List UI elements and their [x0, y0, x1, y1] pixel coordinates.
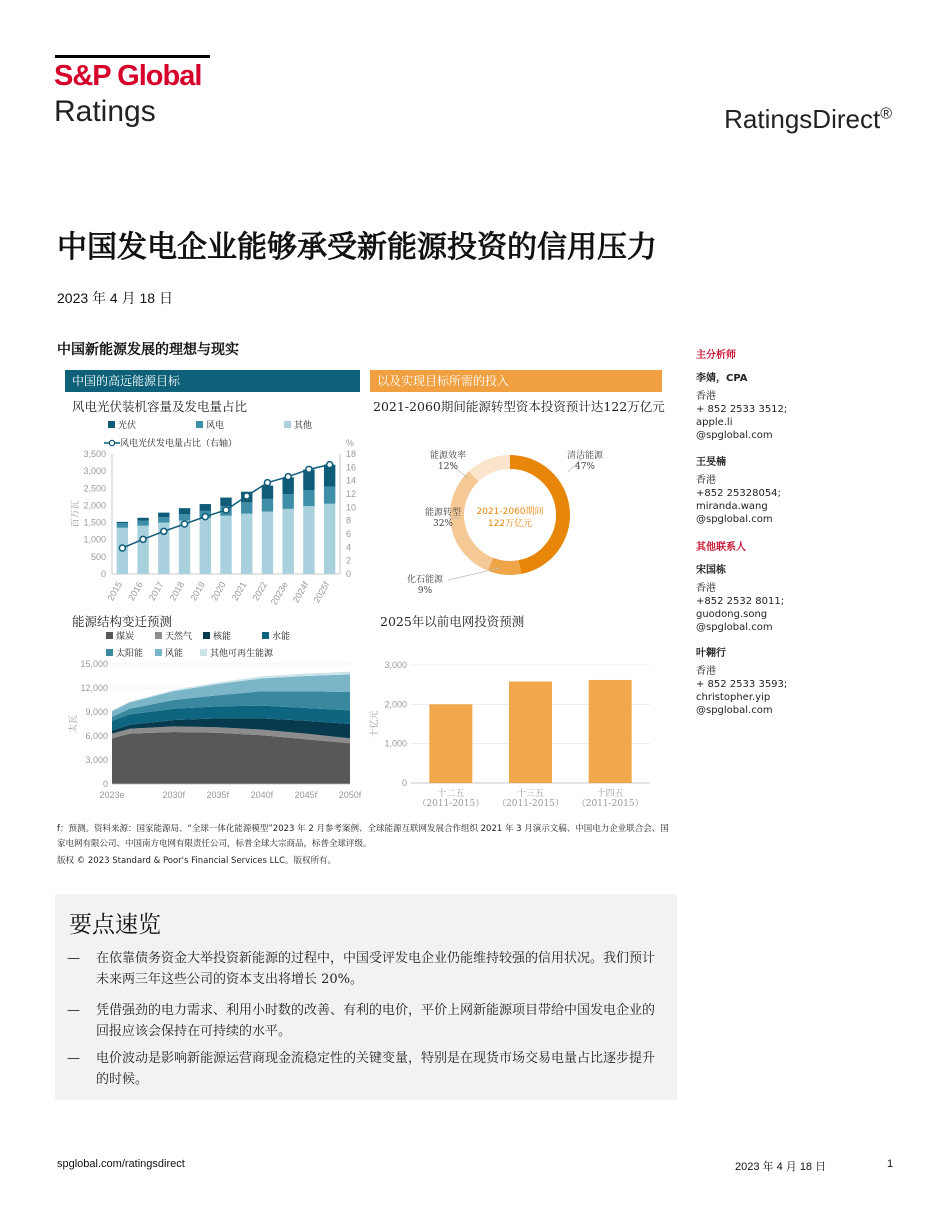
- contact-phone[interactable]: +852 25328054;: [696, 488, 781, 499]
- donut-center-label: 2021-2060期间: [476, 507, 544, 517]
- slice-label: 能源效率: [429, 451, 467, 461]
- other-contacts-heading: 其他联系人: [696, 542, 746, 553]
- x-tick-label: 2021: [229, 580, 249, 603]
- x-tick-label: 2024f: [290, 580, 311, 605]
- bar-segment: [324, 487, 335, 504]
- bar-segment: [262, 499, 273, 512]
- key-points-box: [55, 894, 677, 1100]
- y-tick-label: 15,000: [80, 659, 108, 669]
- y2-tick-label: 10: [346, 502, 357, 513]
- legend-swatch: [284, 421, 291, 428]
- x-tick-label: 2035f: [206, 790, 230, 800]
- donut-slice: [490, 564, 519, 568]
- key-point-text: 电价波动是影响新能源运营商现金流稳定性的关键变量，特别是在现货市场交易电量占比逐步提升的时候。: [96, 1051, 656, 1087]
- bar-segment: [158, 513, 169, 517]
- slice-percent: 12%: [437, 462, 459, 472]
- contact-email[interactable]: christopher.yip: [696, 692, 771, 703]
- y2-tick-label: 8: [346, 515, 352, 526]
- x-tick-label: 十三五: [516, 789, 545, 799]
- dash-marker: —: [67, 1051, 80, 1066]
- product-label: RatingsDirect: [724, 104, 881, 134]
- contact-card: [696, 372, 787, 442]
- key-point: [67, 1048, 662, 1090]
- contact-email-domain[interactable]: @spglobal.com: [696, 430, 773, 441]
- legend-swatch: [108, 421, 115, 428]
- line-point: [264, 480, 270, 486]
- y-tick-label: 1,000: [384, 738, 407, 749]
- y2-tick-label: 12: [346, 489, 357, 499]
- product-name: [724, 104, 892, 135]
- y-tick-label: 0: [100, 569, 106, 579]
- panel-right-header: 以及实现目标所需的投入: [370, 370, 662, 392]
- y2-axis-unit: %: [346, 438, 355, 448]
- legend-label: 天然气: [165, 632, 193, 642]
- legend-wind: [196, 418, 224, 431]
- contact-card: [696, 647, 787, 717]
- brand-logo: S&P Global: [54, 60, 202, 92]
- contact-city: 香港: [696, 583, 716, 594]
- y-tick-label: 500: [90, 551, 106, 562]
- x-tick-label: 十二五: [437, 789, 465, 799]
- line-point: [244, 493, 250, 499]
- logo-rule: [55, 55, 210, 58]
- contact-name: 李婧，CPA: [696, 373, 748, 384]
- x-tick-label: 2030f: [162, 790, 185, 800]
- brand-sub: Ratings: [54, 95, 156, 128]
- bar-segment: [282, 494, 293, 509]
- x-tick-label: 2023e: [268, 580, 290, 607]
- x-tick-sublabel: （2011-2015）: [576, 799, 644, 809]
- registered-mark: ®: [880, 105, 892, 123]
- bar-segment: [179, 508, 190, 514]
- x-tick-sublabel: （2011-2015）: [417, 799, 485, 809]
- slice-percent: 32%: [432, 519, 454, 529]
- y-tick-label: 0: [102, 779, 108, 789]
- page-number: 1: [887, 1158, 894, 1170]
- line-point: [285, 474, 291, 480]
- y-tick-label: 1,000: [83, 534, 106, 545]
- legend-coal: [106, 629, 134, 642]
- y-tick-label: 2,000: [384, 699, 407, 710]
- x-tick-label: 2025f: [311, 580, 332, 605]
- dash-marker: —: [67, 951, 80, 966]
- y-axis-label: 百万瓦: [71, 500, 81, 528]
- legend-label: 其他: [294, 421, 313, 431]
- legend-label: 核能: [213, 632, 232, 642]
- bar: [429, 704, 472, 783]
- grid-investment-chart: [365, 655, 655, 815]
- line-point: [306, 466, 312, 472]
- contact-email[interactable]: guodong.song: [696, 609, 768, 620]
- y-tick-label: 3,000: [384, 660, 407, 670]
- x-tick-label: 2023e: [99, 790, 125, 800]
- legend-label: 风电: [206, 421, 225, 431]
- bar-segment: [324, 504, 335, 574]
- legend-nuclear: [203, 629, 231, 642]
- footer-url[interactable]: spglobal.com/ratingsdirect: [57, 1158, 185, 1170]
- y-tick-label: 3,000: [83, 466, 106, 477]
- legend-gas: [155, 629, 192, 642]
- line-point: [202, 514, 208, 520]
- energy-mix-chart: [70, 658, 360, 808]
- legend-label: 水能: [272, 632, 291, 642]
- y-tick-label: 6,000: [85, 731, 108, 741]
- contact-name: 王旻楠: [696, 457, 726, 468]
- slice-percent: 47%: [574, 462, 596, 472]
- y2-tick-label: 0: [346, 569, 352, 579]
- x-tick-label: 2018: [167, 580, 187, 603]
- bar-segment: [200, 518, 211, 574]
- legend-swatch: [203, 632, 210, 639]
- chart3-title: 能源结构变迁预测: [72, 614, 173, 629]
- legend-swatch: [262, 632, 269, 639]
- page-title: 中国发电企业能够承受新能源投资的信用压力: [57, 230, 657, 265]
- bar: [589, 680, 632, 783]
- y-tick-label: 1,500: [83, 517, 106, 528]
- x-tick-label: 2020: [209, 580, 228, 603]
- slice-label: 能源转型: [424, 508, 462, 518]
- leader-line: [448, 568, 500, 580]
- contact-city: 香港: [696, 391, 716, 402]
- line-point: [161, 528, 167, 534]
- primary-analyst-heading: 主分析师: [696, 350, 736, 361]
- contact-email-domain[interactable]: @spglobal.com: [696, 622, 773, 633]
- bar-segment: [303, 490, 314, 506]
- chart2-title: 2021-2060期间能源转型资本投资预计达122万亿元: [373, 399, 665, 414]
- x-tick-label: 2016: [126, 580, 145, 603]
- y-tick-label: 2,000: [83, 500, 106, 511]
- bar-segment: [137, 521, 148, 526]
- legend-label: 风能: [165, 649, 184, 659]
- y2-tick-label: 18: [346, 449, 357, 459]
- publish-date: 2023 年 4 月 18 日: [57, 290, 173, 306]
- legend-swatch: [155, 632, 162, 639]
- x-tick-label: 2015: [105, 580, 125, 603]
- contact-email-domain[interactable]: @spglobal.com: [696, 705, 773, 716]
- source-note: f：预测。资料来源：国家能源局、“全球一体化能源模型”2023 年 2 月参考案例、全球能源互联网发展合作组织 2021 年 3 月演示文稿、中国电力企业联合会、国家电网有限公司、中国南方电网有限责任公司，标普全球大宗商品，标普全球评级。: [57, 824, 669, 849]
- legend-swatch: [200, 649, 207, 656]
- y-tick-label: 2,500: [83, 483, 106, 494]
- bar: [509, 682, 552, 783]
- legend-label: 煤炭: [116, 632, 135, 642]
- bar-segment: [241, 514, 252, 574]
- bar-segment: [241, 502, 252, 513]
- y2-tick-label: 4: [346, 542, 352, 553]
- legend-label: 风电光伏发电量占比（右轴）: [120, 439, 238, 449]
- x-tick-label: 2019: [188, 580, 208, 603]
- chart1-title: 风电光伏装机容量及发电量占比: [72, 399, 248, 414]
- investment-donut-chart: [370, 440, 660, 600]
- bar-segment: [158, 517, 169, 522]
- legend-swatch: [106, 632, 113, 639]
- slice-label: 清洁能源: [566, 451, 604, 461]
- key-point: [67, 948, 662, 990]
- contact-email[interactable]: miranda.wang: [696, 501, 768, 512]
- contact-card: [696, 456, 781, 526]
- donut-center-value: 122万亿元: [487, 519, 533, 529]
- footer-date: 2023 年 4 月 18 日: [735, 1161, 827, 1173]
- legend-label: 光伏: [118, 421, 137, 431]
- copyright: 版权 © 2023 Standard & Poor's Financial Services LLC。版权所有。: [57, 856, 336, 866]
- bar-segment: [303, 506, 314, 574]
- slice-percent: 9%: [417, 586, 433, 596]
- y2-tick-label: 14: [346, 475, 357, 486]
- contact-city: 香港: [696, 666, 716, 677]
- y2-tick-label: 16: [346, 462, 357, 473]
- dash-marker: —: [67, 1003, 80, 1018]
- line-point: [140, 536, 146, 542]
- panel-left-header: 中国的高远能源目标: [65, 370, 360, 392]
- line-point: [119, 545, 125, 551]
- line-point: [327, 462, 333, 468]
- legend-swatch: [106, 649, 113, 656]
- bar-segment: [220, 516, 231, 574]
- figure-title: 中国新能源发展的理想与现实: [57, 341, 239, 357]
- bar-segment: [220, 498, 231, 507]
- contact-phone[interactable]: + 852 2533 3593;: [696, 679, 788, 690]
- bar-segment: [179, 514, 190, 521]
- y-tick-label: 9,000: [85, 707, 108, 717]
- x-tick-label: 十四五: [596, 789, 624, 799]
- donut-slice: [474, 462, 510, 476]
- y-tick-label: 0: [401, 778, 407, 788]
- line-point: [223, 507, 229, 513]
- y-axis-label: 太瓦: [69, 714, 79, 734]
- key-point: [67, 1000, 662, 1042]
- legend-label: 太阳能: [116, 649, 144, 659]
- contact-phone[interactable]: + 852 2533 3512;: [696, 404, 788, 415]
- bar-segment: [137, 526, 148, 574]
- contact-name: 叶翱行: [696, 648, 726, 659]
- y2-tick-label: 2: [346, 555, 352, 566]
- contact-phone[interactable]: +852 2532 8011;: [696, 596, 785, 607]
- x-tick-label: 2017: [146, 580, 166, 603]
- legend-solar: [108, 418, 136, 431]
- bar-segment: [262, 486, 273, 499]
- bar-segment: [179, 521, 190, 574]
- y-tick-label: 3,000: [85, 755, 108, 765]
- capacity-chart: [70, 438, 357, 607]
- contact-card: [696, 564, 784, 634]
- x-tick-sublabel: （2011-2015）: [497, 799, 564, 809]
- bar-segment: [200, 504, 211, 511]
- y-tick-label: 3,500: [83, 449, 106, 459]
- legend-other: [284, 418, 312, 431]
- x-tick-label: 2050f: [338, 790, 362, 800]
- legend-label: 其他可再生能源: [210, 649, 274, 659]
- y-tick-label: 12,000: [80, 683, 108, 693]
- donut-slice: [457, 476, 490, 564]
- y2-tick-label: 6: [346, 529, 352, 539]
- contact-name: 宋国栋: [696, 565, 726, 576]
- key-point-text: 凭借强劲的电力需求、利用小时数的改善、有利的电价，平价上网新能源项目带给中国发电企业的回报应该会保持在可持续的水平。: [96, 1003, 656, 1039]
- y-axis-label: 十亿元: [370, 710, 380, 738]
- x-tick-label: 2045f: [294, 790, 318, 800]
- x-tick-label: 2022: [250, 580, 270, 603]
- key-points-title: 要点速览: [69, 912, 161, 938]
- bar-segment: [282, 509, 293, 574]
- key-point-text: 在依靠债务资金大举投资新能源的过程中，中国受评发电企业仍能维持较强的信用状况。我们预计未来两三年这些公司的资本支出将增长 20%。: [96, 951, 656, 987]
- bar-segment: [117, 522, 128, 523]
- legend-swatch: [196, 421, 203, 428]
- bar-segment: [137, 518, 148, 521]
- legend-hydro: [262, 629, 290, 642]
- bar-segment: [117, 523, 128, 527]
- contact-city: 香港: [696, 475, 716, 486]
- legend-swatch: [155, 649, 162, 656]
- line-point: [182, 521, 188, 527]
- bar-segment: [262, 512, 273, 574]
- x-tick-label: 2040f: [250, 790, 274, 800]
- contact-email-domain[interactable]: @spglobal.com: [696, 514, 773, 525]
- slice-label: 化石能源: [406, 575, 444, 585]
- chart4-title: 2025年以前电网投资预测: [380, 614, 525, 629]
- contact-email[interactable]: apple.li: [696, 417, 733, 428]
